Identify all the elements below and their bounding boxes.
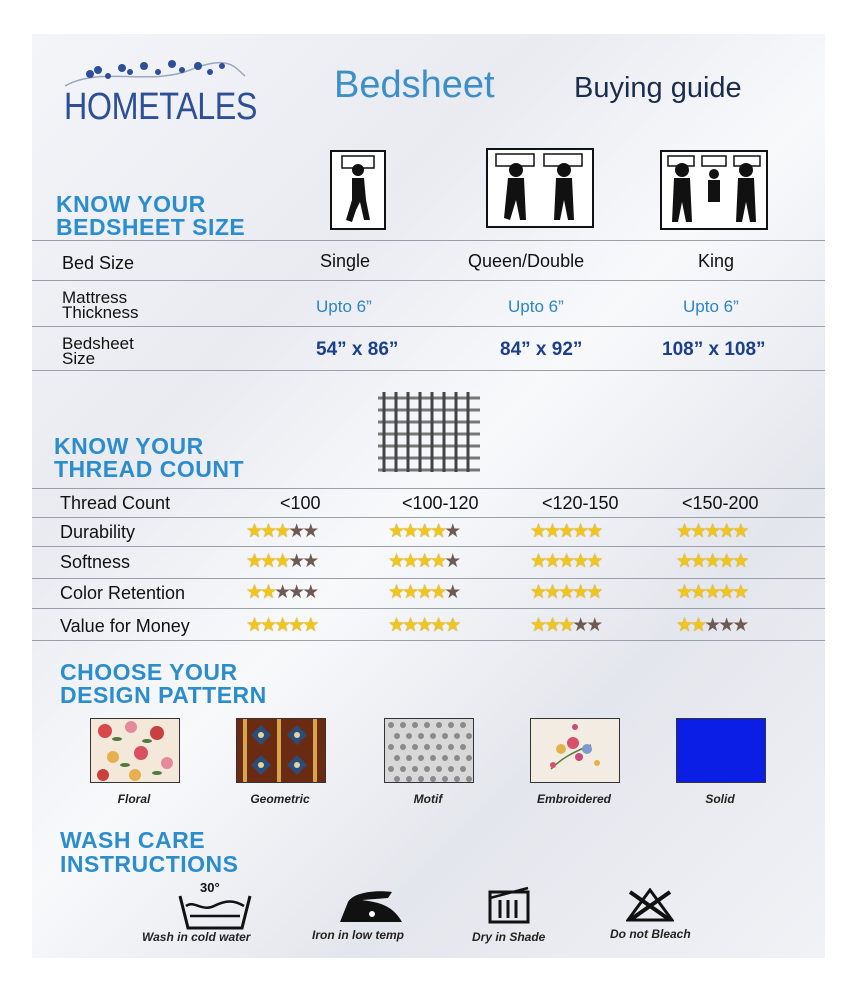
star-rating bbox=[530, 522, 600, 542]
star-filled-icon: ★ bbox=[704, 551, 719, 572]
star-filled-icon: ★ bbox=[246, 615, 261, 636]
star-rating bbox=[246, 616, 316, 636]
star-empty-icon: ★ bbox=[302, 551, 317, 572]
thickness-single: Upto 6” bbox=[316, 297, 372, 316]
pattern-heading-line2: DESIGN PATTERN bbox=[60, 682, 267, 708]
star-filled-icon: ★ bbox=[530, 615, 545, 636]
star-empty-icon: ★ bbox=[274, 582, 289, 603]
star-filled-icon: ★ bbox=[704, 582, 719, 603]
star-rating bbox=[388, 522, 458, 542]
star-filled-icon: ★ bbox=[260, 615, 275, 636]
motif-pattern-swatch bbox=[384, 718, 474, 783]
single-bed-icon bbox=[330, 150, 386, 230]
star-filled-icon: ★ bbox=[430, 582, 445, 603]
star-filled-icon: ★ bbox=[288, 615, 303, 636]
fabric-weave-icon bbox=[376, 390, 482, 474]
thread-heading-line1: KNOW YOUR bbox=[54, 433, 204, 459]
thickness-queen: Upto 6” bbox=[508, 297, 564, 316]
star-filled-icon: ★ bbox=[246, 582, 261, 603]
divider bbox=[32, 578, 825, 579]
star-empty-icon: ★ bbox=[444, 551, 459, 572]
star-empty-icon: ★ bbox=[288, 551, 303, 572]
star-empty-icon: ★ bbox=[718, 615, 733, 636]
star-filled-icon: ★ bbox=[246, 551, 261, 572]
thread-heading-line2: THREAD COUNT bbox=[54, 456, 244, 482]
star-empty-icon: ★ bbox=[288, 521, 303, 542]
star-filled-icon: ★ bbox=[732, 582, 747, 603]
thread-count-col-4: <150-200 bbox=[682, 493, 759, 513]
size-col-king: King bbox=[698, 251, 735, 271]
star-filled-icon: ★ bbox=[416, 615, 431, 636]
star-rating bbox=[246, 583, 316, 603]
star-rating bbox=[530, 616, 600, 636]
star-filled-icon: ★ bbox=[558, 582, 573, 603]
star-filled-icon: ★ bbox=[586, 582, 601, 603]
star-empty-icon: ★ bbox=[444, 582, 459, 603]
star-filled-icon: ★ bbox=[572, 551, 587, 572]
star-filled-icon: ★ bbox=[530, 521, 545, 542]
size-col-single: Single bbox=[320, 251, 371, 271]
star-filled-icon: ★ bbox=[260, 582, 275, 603]
bed-size-label: Bed Size bbox=[62, 253, 135, 273]
star-filled-icon: ★ bbox=[274, 521, 289, 542]
star-filled-icon: ★ bbox=[690, 551, 705, 572]
sheet-size-queen: 84” x 92” bbox=[500, 339, 583, 360]
brand-logo: HOMETALES bbox=[64, 86, 258, 128]
star-filled-icon: ★ bbox=[530, 551, 545, 572]
star-rating bbox=[676, 522, 746, 542]
star-filled-icon: ★ bbox=[572, 582, 587, 603]
size-col-queen: Queen/Double bbox=[468, 251, 585, 271]
wash-caption-bleach: Do not Bleach bbox=[610, 927, 691, 941]
star-filled-icon: ★ bbox=[704, 521, 719, 542]
star-filled-icon: ★ bbox=[572, 521, 587, 542]
sheet-size-king: 108” x 108” bbox=[662, 339, 766, 360]
star-rating bbox=[388, 583, 458, 603]
star-empty-icon: ★ bbox=[302, 582, 317, 603]
floral-pattern-swatch bbox=[90, 718, 180, 783]
geometric-pattern-swatch bbox=[236, 718, 326, 783]
divider bbox=[32, 608, 825, 609]
star-filled-icon: ★ bbox=[544, 615, 559, 636]
star-filled-icon: ★ bbox=[530, 582, 545, 603]
sheet-size-single: 54” x 86” bbox=[316, 339, 399, 360]
star-filled-icon: ★ bbox=[260, 551, 275, 572]
star-filled-icon: ★ bbox=[416, 521, 431, 542]
star-rating bbox=[388, 616, 458, 636]
star-rating bbox=[530, 583, 600, 603]
pattern-caption-floral: Floral bbox=[117, 792, 151, 806]
star-filled-icon: ★ bbox=[718, 521, 733, 542]
sheet-size-label-2: Size bbox=[62, 349, 96, 368]
star-filled-icon: ★ bbox=[402, 582, 417, 603]
double-bed-icon bbox=[486, 148, 594, 228]
divider bbox=[32, 640, 825, 641]
star-rating bbox=[530, 552, 600, 572]
rating-row-label: Value for Money bbox=[60, 616, 190, 636]
sheet-size-label-1: Bedsheet bbox=[62, 334, 134, 353]
star-filled-icon: ★ bbox=[416, 582, 431, 603]
divider bbox=[32, 517, 825, 518]
star-filled-icon: ★ bbox=[690, 521, 705, 542]
wash-caption-iron: Iron in low temp bbox=[312, 928, 404, 942]
rating-row-label: Color Retention bbox=[60, 583, 186, 603]
star-filled-icon: ★ bbox=[274, 615, 289, 636]
star-filled-icon: ★ bbox=[676, 521, 691, 542]
star-filled-icon: ★ bbox=[402, 551, 417, 572]
divider bbox=[32, 488, 825, 489]
thread-count-col-3: <120-150 bbox=[542, 493, 619, 513]
page-title: Bedsheet bbox=[334, 64, 495, 106]
divider bbox=[32, 280, 825, 281]
star-filled-icon: ★ bbox=[260, 521, 275, 542]
wash-temperature: 30° bbox=[200, 880, 220, 895]
star-empty-icon: ★ bbox=[288, 582, 303, 603]
star-filled-icon: ★ bbox=[544, 551, 559, 572]
wash-caption-dry: Dry in Shade bbox=[472, 930, 546, 944]
dry-in-shade-icon bbox=[488, 886, 530, 924]
star-filled-icon: ★ bbox=[690, 615, 705, 636]
mattress-label-1: Mattress bbox=[62, 288, 128, 307]
star-empty-icon: ★ bbox=[704, 615, 719, 636]
divider bbox=[32, 546, 825, 547]
star-filled-icon: ★ bbox=[402, 521, 417, 542]
star-filled-icon: ★ bbox=[732, 521, 747, 542]
star-filled-icon: ★ bbox=[416, 551, 431, 572]
star-filled-icon: ★ bbox=[544, 582, 559, 603]
star-rating bbox=[676, 552, 746, 572]
thread-count-col-1: <100 bbox=[280, 493, 321, 513]
star-filled-icon: ★ bbox=[558, 551, 573, 572]
star-filled-icon: ★ bbox=[544, 521, 559, 542]
wash-heading-line1: WASH CARE bbox=[60, 827, 206, 853]
star-rating bbox=[246, 552, 316, 572]
star-filled-icon: ★ bbox=[388, 615, 403, 636]
star-filled-icon: ★ bbox=[430, 551, 445, 572]
star-filled-icon: ★ bbox=[388, 551, 403, 572]
star-filled-icon: ★ bbox=[402, 615, 417, 636]
wash-tub-icon bbox=[178, 892, 252, 932]
mattress-label-2: Thickness bbox=[62, 303, 139, 322]
size-heading-line1: KNOW YOUR bbox=[56, 191, 206, 217]
size-heading-line2: BEDSHEET SIZE bbox=[56, 214, 246, 240]
thread-count-label: Thread Count bbox=[60, 493, 171, 513]
divider bbox=[32, 326, 825, 327]
thread-count-col-2: <100-120 bbox=[402, 493, 479, 513]
star-filled-icon: ★ bbox=[430, 521, 445, 542]
iron-icon bbox=[336, 886, 408, 926]
star-empty-icon: ★ bbox=[572, 615, 587, 636]
rating-row-label: Durability bbox=[60, 522, 136, 542]
page-subtitle: Buying guide bbox=[574, 72, 742, 104]
star-rating bbox=[388, 552, 458, 572]
thickness-king: Upto 6” bbox=[683, 297, 739, 316]
wash-heading-line2: INSTRUCTIONS bbox=[60, 851, 239, 877]
star-filled-icon: ★ bbox=[586, 521, 601, 542]
star-empty-icon: ★ bbox=[444, 521, 459, 542]
star-empty-icon: ★ bbox=[732, 615, 747, 636]
star-rating bbox=[676, 616, 746, 636]
pattern-caption-solid: Solid bbox=[705, 792, 735, 806]
star-filled-icon: ★ bbox=[444, 615, 459, 636]
divider bbox=[32, 240, 825, 241]
star-rating bbox=[676, 583, 746, 603]
star-filled-icon: ★ bbox=[732, 551, 747, 572]
king-bed-icon bbox=[660, 150, 768, 230]
star-filled-icon: ★ bbox=[718, 582, 733, 603]
star-filled-icon: ★ bbox=[558, 521, 573, 542]
pattern-caption-embroidered: Embroidered bbox=[536, 792, 611, 806]
wash-caption-cold-water: Wash in cold water bbox=[142, 930, 251, 944]
no-bleach-icon bbox=[626, 888, 674, 922]
star-filled-icon: ★ bbox=[676, 551, 691, 572]
star-filled-icon: ★ bbox=[274, 551, 289, 572]
star-filled-icon: ★ bbox=[676, 615, 691, 636]
pattern-caption-geometric: Geometric bbox=[250, 792, 310, 806]
star-filled-icon: ★ bbox=[302, 615, 317, 636]
solid-pattern-swatch bbox=[676, 718, 766, 783]
star-filled-icon: ★ bbox=[246, 521, 261, 542]
star-filled-icon: ★ bbox=[430, 615, 445, 636]
star-filled-icon: ★ bbox=[388, 521, 403, 542]
star-filled-icon: ★ bbox=[676, 582, 691, 603]
star-filled-icon: ★ bbox=[718, 551, 733, 572]
star-filled-icon: ★ bbox=[690, 582, 705, 603]
star-rating bbox=[246, 522, 316, 542]
pattern-caption-motif: Motif bbox=[413, 792, 443, 806]
rating-row-label: Softness bbox=[60, 552, 131, 572]
star-filled-icon: ★ bbox=[558, 615, 573, 636]
embroidered-pattern-swatch bbox=[530, 718, 620, 783]
star-empty-icon: ★ bbox=[586, 615, 601, 636]
star-empty-icon: ★ bbox=[302, 521, 317, 542]
star-filled-icon: ★ bbox=[388, 582, 403, 603]
buying-guide-sheet bbox=[32, 34, 825, 958]
pattern-heading-line1: CHOOSE YOUR bbox=[60, 659, 238, 685]
divider bbox=[32, 370, 825, 371]
star-filled-icon: ★ bbox=[586, 551, 601, 572]
